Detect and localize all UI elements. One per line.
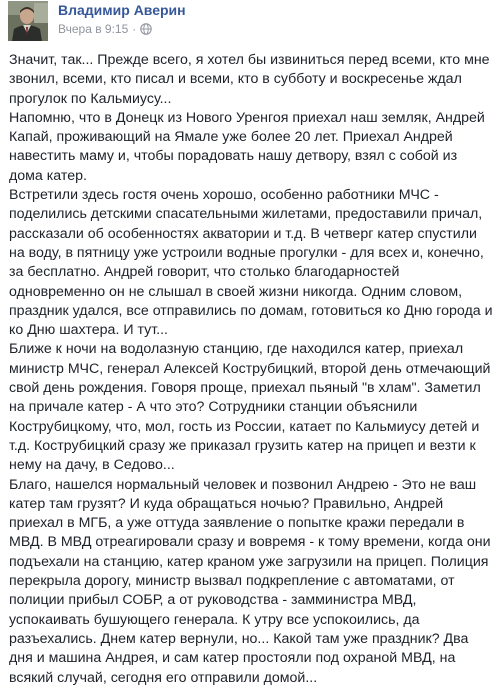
globe-icon[interactable] [140, 23, 152, 35]
post-header [8, 0, 488, 44]
author-name[interactable]: Владимир Аверин [58, 2, 186, 18]
post-paragraph-3: Встретили здесь гостя очень хорошо, особенно работники МЧС - поделились детскими спасательными жилетами, предоставили причал, рассказали об особенностях акватории и т.д. В четверг катер спустили на воду, в пятницу уже устроили водные прогулки - для всех и, конечно, за бесплатно. Андрей говорит, что столько благодарностей одновременно он не слышал в своей жизни никогда. Одним словом, праздник удался, все отправились по домам, готовиться ко Дню города и ко Дню шахтера. И тут... [9, 187, 493, 339]
post-paragraph-5: Благо, нашелся нормальный человек и позвонил Андрею - Это не ваш катер там грузят? И куда обращаться ночью? Правильно, Андрей приехал в МГБ, а уже оттуда заявление о попытке кражи передали в МВД. В МВД отреагировали сразу и вовремя - к тому времени, когда они подъехали на станцию, катер краном уже загрузили на прицеп. Полиция перекрыла дорогу, министр вызвал подкрепление с автоматами, от полиции прибыл СОБР, а от руководства - замминистра МВД, успокаивать бушующего генерала. К утру все успокоились, да разъехались. Днем катер вернули, но... Какой там уже праздник? Два дня и машина Андрея, и сам катер простояли под охраной МВД, на всякий случай, сегодня его отправили домой... [9, 476, 491, 686]
post-meta [58, 22, 152, 36]
post-paragraph-1: Значит, так... Прежде всего, я хотел бы извиниться перед всеми, кто мне звонил, всеми, кто писал и всеми, кто в субботу и воскресенье ждал прогулок по Кальмиусу... [9, 52, 490, 107]
post-timestamp[interactable]: Вчера в 9:15 [58, 22, 129, 36]
post-text [9, 51, 493, 688]
meta-separator: · [132, 22, 137, 36]
avatar[interactable] [8, 1, 48, 41]
avatar-photo [8, 1, 48, 41]
post-paragraph-4: Ближе к ночи на водолазную станцию, где находился катер, приехал министр МЧС, генерал Алексей Кострубицкий, второй день отмечающий свой день рождения. Говоря проще, приехал пьяный "в хлам". Заметил на причале катер - А что это? Сотрудники станции объяснили Кострубицкому, что, мол, гость из России, катает по Кальмиусу детей и т.д. Кострубицкий сразу же приказал грузить катер на прицеп и везти к нему на дачу, в Седово... [9, 341, 491, 474]
post-paragraph-2: Напомню, что в Донецк из Нового Уренгоя приехал наш земляк, Андрей Капай, проживающий на Ямале уже более 20 лет. Приехал Андрей навестить маму и, чтобы порадовать нашу детвору, взял с собой из дома катер. [9, 109, 485, 184]
